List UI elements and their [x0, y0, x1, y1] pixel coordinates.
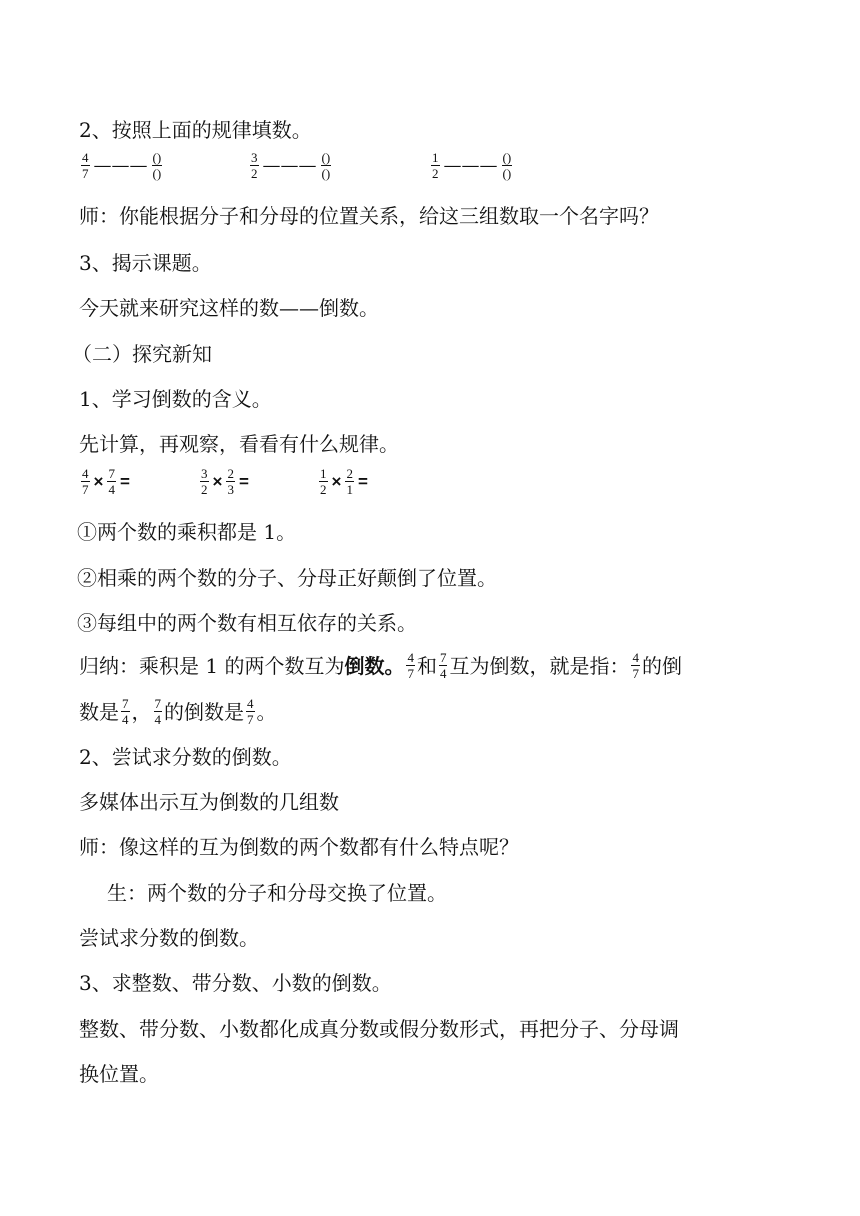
summary-line-2: [79, 696, 277, 727]
fraction: $\frac{4}{7}$: [82, 150, 89, 181]
section-heading: （二）探究新知: [72, 342, 212, 366]
observation-3: ③每组中的两个数有相互依存的关系。: [77, 611, 417, 635]
blank-fraction: $\frac{()}{()}$: [502, 150, 512, 181]
fraction: $\frac{1}{2}$: [432, 150, 439, 181]
multiply-sign: ×: [331, 471, 342, 491]
calc-group-1: [79, 466, 132, 497]
summary2-comma: ，: [131, 699, 152, 724]
equals-sign: =: [119, 471, 130, 491]
media-text: 多媒体出示互为倒数的几组数: [79, 790, 339, 814]
fill-group-2: [248, 150, 333, 181]
dash-line: ———: [262, 155, 317, 176]
fraction: $\frac{3}{2}$: [201, 466, 208, 497]
observation-2: ②相乘的两个数的分子、分母正好颠倒了位置。: [77, 566, 497, 590]
teacher-question-2: 师：像这样的互为倒数的两个数都有什么特点呢？: [79, 835, 519, 859]
summary-and: 和: [416, 653, 437, 678]
student-answer: 生：两个数的分子和分母交换了位置。: [107, 881, 447, 905]
method-text-1: 整数、带分数、小数都化成真分数或假分数形式，再把分子、分母调: [79, 1017, 679, 1041]
equals-sign: =: [357, 471, 368, 491]
fraction: $\frac{4}{7}$: [632, 650, 639, 681]
sub-item-1-heading: 1、学习倒数的含义。: [79, 387, 272, 411]
fill-group-1: [79, 150, 164, 181]
calc-group-3: [317, 466, 370, 497]
summary-line-1: [79, 650, 682, 681]
sub-item-3-heading: 3、求整数、带分数、小数的倒数。: [79, 971, 392, 995]
teacher-question-1: 师：你能根据分子和分母的位置关系，给这三组数取一个名字吗？: [79, 204, 659, 228]
item-2-heading: 2、按照上面的规律填数。: [79, 118, 312, 142]
fraction: $\frac{7}{4}$: [154, 696, 161, 727]
fraction: $\frac{7}{4}$: [122, 696, 129, 727]
fraction: $\frac{1}{2}$: [320, 466, 327, 497]
dash-line: ———: [443, 155, 498, 176]
multiply-sign: ×: [212, 471, 223, 491]
blank-fraction: $\frac{()}{()}$: [152, 150, 162, 181]
blank-fraction: $\frac{()}{()}$: [321, 150, 331, 181]
calc-group-2: [198, 466, 251, 497]
summary2-a: 数是: [79, 699, 119, 724]
summary-text: 归纳：乘积是 1 的两个数互为: [79, 653, 345, 678]
topic-intro: 今天就来研究这样的数——倒数。: [79, 296, 379, 320]
multiply-sign: ×: [93, 471, 104, 491]
fraction: $\frac{7}{4}$: [439, 650, 447, 681]
summary-mid: 互为倒数，就是指：: [449, 653, 630, 678]
observation-1: ①两个数的乘积都是 1。: [77, 520, 297, 544]
fraction: $\frac{4}{7}$: [82, 466, 89, 497]
summary-end: 的倒: [641, 653, 682, 678]
fraction: $\frac{7}{4}$: [108, 466, 115, 497]
summary-keyword: 倒数。: [344, 653, 405, 678]
summary2-c: 的倒数是: [164, 699, 244, 724]
fraction: $\frac{4}{7}$: [247, 696, 254, 727]
fraction: $\frac{4}{7}$: [407, 650, 414, 681]
try-text: 尝试求分数的倒数。: [79, 926, 259, 950]
sub-item-2-heading: 2、尝试求分数的倒数。: [79, 745, 292, 769]
fraction: $\frac{2}{3}$: [227, 466, 234, 497]
equals-sign: =: [238, 471, 249, 491]
instruction: 先计算，再观察，看看有什么规律。: [79, 432, 399, 456]
fill-group-3: [429, 150, 514, 181]
summary2-period: 。: [256, 699, 277, 724]
fraction: $\frac{2}{1}$: [346, 466, 353, 497]
method-text-2: 换位置。: [79, 1062, 159, 1086]
fraction: $\frac{3}{2}$: [251, 150, 258, 181]
dash-line: ———: [93, 155, 148, 176]
item-3-heading: 3、揭示课题。: [79, 251, 212, 275]
